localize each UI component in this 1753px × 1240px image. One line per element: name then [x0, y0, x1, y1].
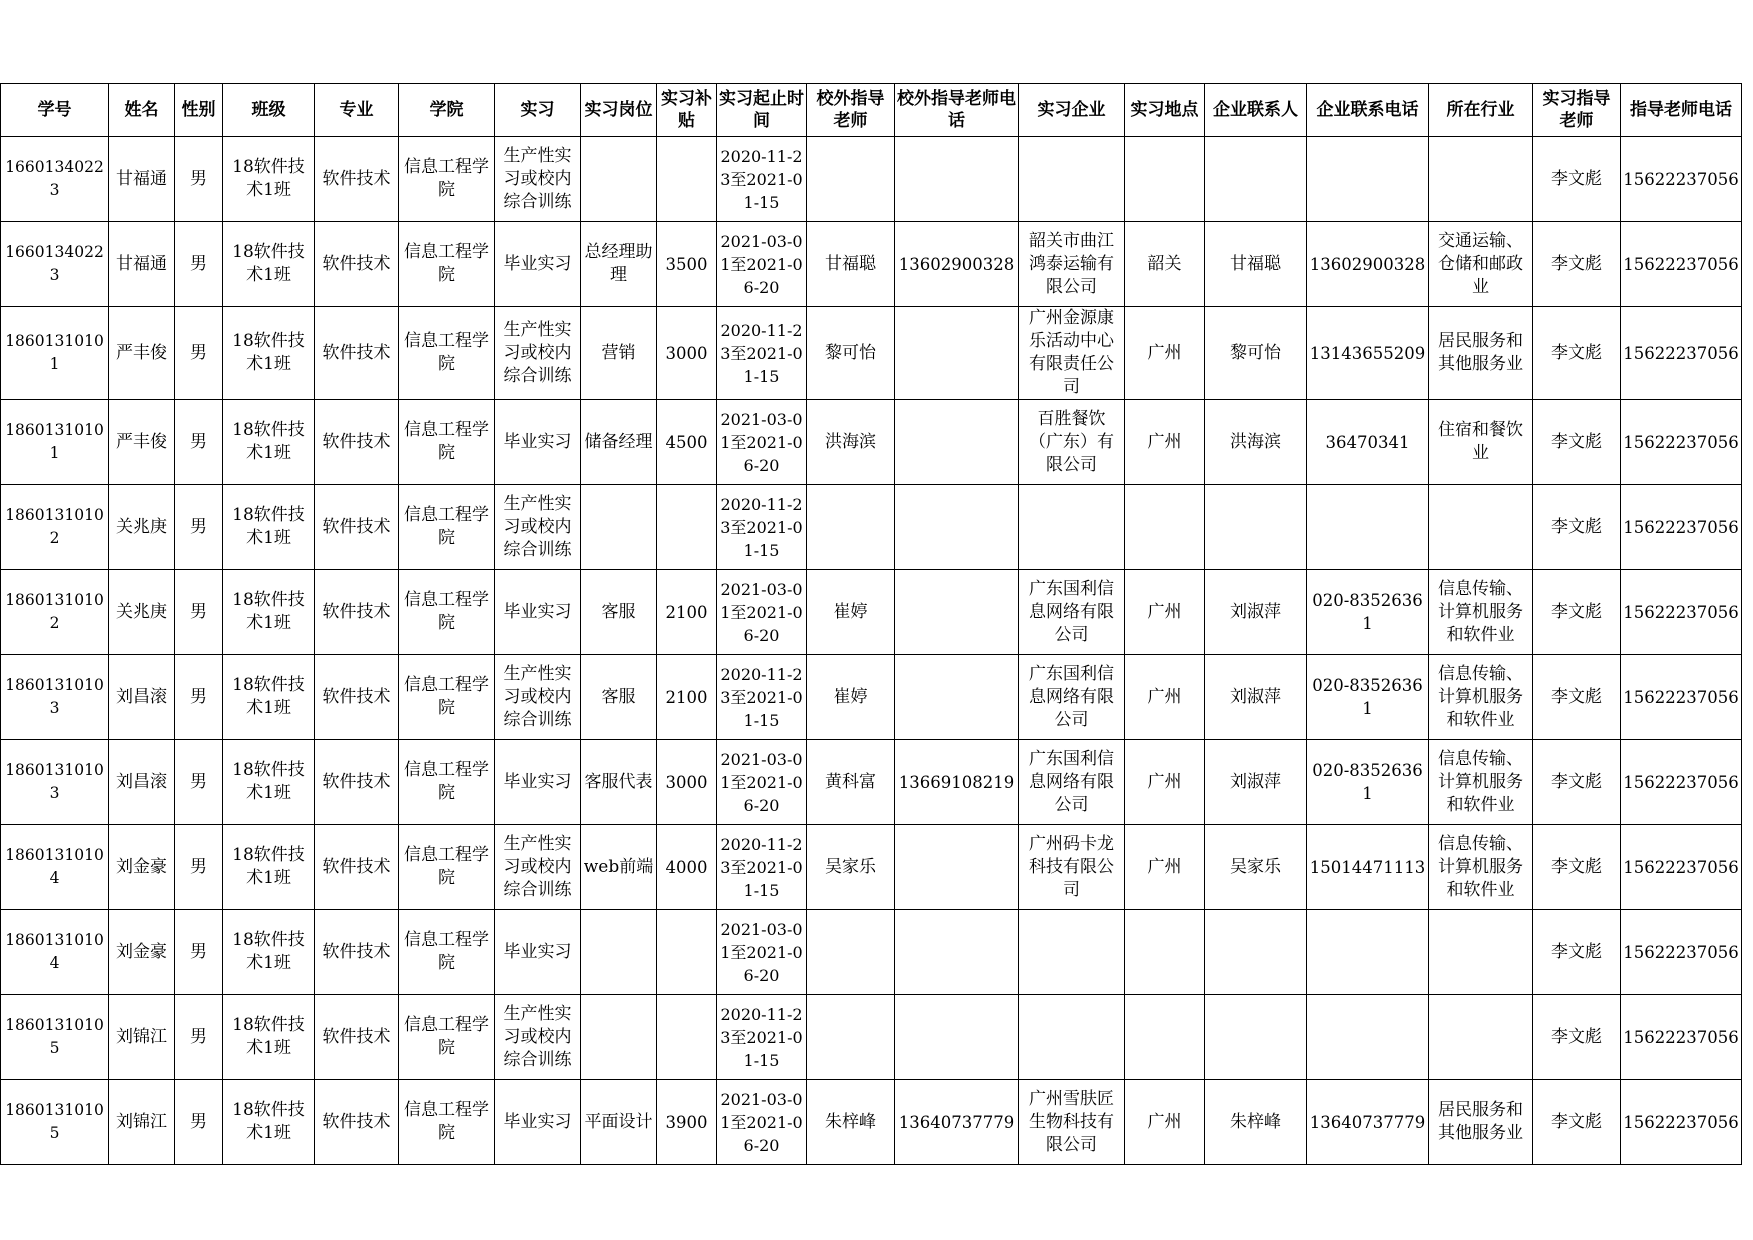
cell-company: 广东国利信息网络有限公司 — [1019, 740, 1125, 825]
cell-subsidy: 3900 — [657, 1080, 717, 1165]
cell-industry: 信息传输、计算机服务和软件业 — [1429, 570, 1533, 655]
cell-student-id: 18601310101 — [1, 400, 109, 485]
cell-company-phone: 13143655209 — [1307, 307, 1429, 400]
cell-college: 信息工程学院 — [399, 307, 495, 400]
cell-subsidy: 2100 — [657, 570, 717, 655]
cell-company — [1019, 995, 1125, 1080]
period-text: 2021-03-01至2021-06-20 — [720, 231, 803, 297]
cell-location: 广州 — [1125, 740, 1205, 825]
period-text: 2021-03-01至2021-06-20 — [720, 409, 803, 475]
cell-company-contact — [1205, 910, 1307, 995]
cell-position: 客服 — [581, 570, 657, 655]
period-text: 2020-11-23至2021-01-15 — [720, 494, 803, 560]
header-class: 班级 — [223, 84, 315, 137]
cell-advisor-phone: 15622237056 — [1621, 485, 1742, 570]
header-position: 实习岗位 — [581, 84, 657, 137]
cell-class: 18软件技术1班 — [223, 655, 315, 740]
cell-company-contact: 刘淑萍 — [1205, 570, 1307, 655]
cell-external-advisor: 黎可怡 — [807, 307, 895, 400]
cell-advisor: 李文彪 — [1533, 910, 1621, 995]
cell-advisor: 李文彪 — [1533, 137, 1621, 222]
period-text: 2020-11-23至2021-01-15 — [720, 1004, 803, 1070]
table-row — [1, 1080, 1742, 1165]
cell-subsidy: 3500 — [657, 222, 717, 307]
cell-advisor-phone: 15622237056 — [1621, 307, 1742, 400]
cell-college: 信息工程学院 — [399, 1080, 495, 1165]
cell-class: 18软件技术1班 — [223, 222, 315, 307]
cell-period — [717, 570, 807, 655]
period-text: 2021-03-01至2021-06-20 — [720, 749, 803, 815]
cell-external-advisor-phone — [895, 137, 1019, 222]
cell-external-advisor: 吴家乐 — [807, 825, 895, 910]
cell-location: 广州 — [1125, 655, 1205, 740]
cell-college: 信息工程学院 — [399, 400, 495, 485]
cell-advisor: 李文彪 — [1533, 307, 1621, 400]
cell-name: 严丰俊 — [109, 307, 175, 400]
cell-period — [717, 485, 807, 570]
cell-gender: 男 — [175, 570, 223, 655]
cell-company-contact: 刘淑萍 — [1205, 655, 1307, 740]
cell-college: 信息工程学院 — [399, 740, 495, 825]
cell-internship-type: 生产性实习或校内综合训练 — [495, 655, 581, 740]
cell-location — [1125, 485, 1205, 570]
header-internship-type: 实习 — [495, 84, 581, 137]
table-row — [1, 655, 1742, 740]
cell-internship-type: 毕业实习 — [495, 1080, 581, 1165]
cell-position — [581, 995, 657, 1080]
cell-external-advisor-phone — [895, 655, 1019, 740]
period-text: 2021-03-01至2021-06-20 — [720, 919, 803, 985]
cell-external-advisor-phone: 13640737779 — [895, 1080, 1019, 1165]
header-external-advisor-phone: 校外指导老师电话 — [895, 84, 1019, 137]
cell-company-phone: 13640737779 — [1307, 1080, 1429, 1165]
table-row — [1, 910, 1742, 995]
cell-location — [1125, 137, 1205, 222]
cell-location: 广州 — [1125, 400, 1205, 485]
cell-industry: 信息传输、计算机服务和软件业 — [1429, 740, 1533, 825]
cell-class: 18软件技术1班 — [223, 825, 315, 910]
header-major: 专业 — [315, 84, 399, 137]
cell-position: 储备经理 — [581, 400, 657, 485]
cell-position: 平面设计 — [581, 1080, 657, 1165]
cell-advisor-phone: 15622237056 — [1621, 222, 1742, 307]
cell-internship-type: 毕业实习 — [495, 740, 581, 825]
cell-major: 软件技术 — [315, 655, 399, 740]
cell-major: 软件技术 — [315, 995, 399, 1080]
header-student-id: 学号 — [1, 84, 109, 137]
cell-class: 18软件技术1班 — [223, 910, 315, 995]
cell-major: 软件技术 — [315, 1080, 399, 1165]
cell-college: 信息工程学院 — [399, 910, 495, 995]
cell-advisor-phone: 15622237056 — [1621, 1080, 1742, 1165]
cell-position: 客服 — [581, 655, 657, 740]
cell-location: 广州 — [1125, 570, 1205, 655]
period-text: 2020-11-23至2021-01-15 — [720, 146, 803, 212]
cell-internship-type: 毕业实习 — [495, 222, 581, 307]
cell-period — [717, 1080, 807, 1165]
cell-location — [1125, 995, 1205, 1080]
header-company: 实习企业 — [1019, 84, 1125, 137]
cell-company: 百胜餐饮（广东）有限公司 — [1019, 400, 1125, 485]
cell-position: 客服代表 — [581, 740, 657, 825]
header-company-phone: 企业联系电话 — [1307, 84, 1429, 137]
cell-company-contact — [1205, 485, 1307, 570]
cell-external-advisor-phone: 13602900328 — [895, 222, 1019, 307]
cell-company: 广州雪肤匠生物科技有限公司 — [1019, 1080, 1125, 1165]
cell-subsidy — [657, 137, 717, 222]
period-text: 2020-11-23至2021-01-15 — [720, 834, 803, 900]
cell-gender: 男 — [175, 1080, 223, 1165]
header-advisor-phone: 指导老师电话 — [1621, 84, 1742, 137]
table-row — [1, 995, 1742, 1080]
cell-student-id: 18601310104 — [1, 910, 109, 995]
cell-name: 刘金豪 — [109, 910, 175, 995]
cell-college: 信息工程学院 — [399, 570, 495, 655]
cell-major: 软件技术 — [315, 137, 399, 222]
cell-major: 软件技术 — [315, 307, 399, 400]
cell-external-advisor: 朱梓峰 — [807, 1080, 895, 1165]
cell-external-advisor: 甘福聪 — [807, 222, 895, 307]
cell-student-id: 18601310103 — [1, 655, 109, 740]
header-location: 实习地点 — [1125, 84, 1205, 137]
cell-gender: 男 — [175, 307, 223, 400]
cell-company — [1019, 485, 1125, 570]
cell-advisor: 李文彪 — [1533, 570, 1621, 655]
cell-internship-type: 毕业实习 — [495, 570, 581, 655]
header-external-advisor: 校外指导老师 — [807, 84, 895, 137]
cell-student-id: 18601310101 — [1, 307, 109, 400]
cell-major: 软件技术 — [315, 485, 399, 570]
cell-location: 广州 — [1125, 307, 1205, 400]
cell-location: 广州 — [1125, 825, 1205, 910]
cell-external-advisor — [807, 485, 895, 570]
cell-industry — [1429, 995, 1533, 1080]
cell-industry — [1429, 137, 1533, 222]
cell-company-contact: 洪海滨 — [1205, 400, 1307, 485]
cell-position — [581, 485, 657, 570]
cell-period — [717, 995, 807, 1080]
cell-advisor-phone: 15622237056 — [1621, 137, 1742, 222]
table-body — [1, 137, 1742, 1165]
cell-period — [717, 137, 807, 222]
cell-company-contact: 黎可怡 — [1205, 307, 1307, 400]
cell-industry: 信息传输、计算机服务和软件业 — [1429, 655, 1533, 740]
cell-period — [717, 222, 807, 307]
cell-industry — [1429, 485, 1533, 570]
period-text: 2021-03-01至2021-06-20 — [720, 579, 803, 645]
cell-company-phone — [1307, 137, 1429, 222]
cell-company-contact — [1205, 137, 1307, 222]
cell-company-contact: 吴家乐 — [1205, 825, 1307, 910]
cell-external-advisor-phone — [895, 485, 1019, 570]
cell-external-advisor — [807, 137, 895, 222]
cell-student-id: 18601310103 — [1, 740, 109, 825]
cell-industry: 信息传输、计算机服务和软件业 — [1429, 825, 1533, 910]
cell-gender: 男 — [175, 400, 223, 485]
cell-class: 18软件技术1班 — [223, 1080, 315, 1165]
cell-external-advisor-phone — [895, 910, 1019, 995]
cell-company — [1019, 137, 1125, 222]
cell-class: 18软件技术1班 — [223, 137, 315, 222]
cell-student-id: 18601310102 — [1, 485, 109, 570]
cell-company — [1019, 910, 1125, 995]
cell-external-advisor-phone: 13669108219 — [895, 740, 1019, 825]
cell-gender: 男 — [175, 485, 223, 570]
period-text: 2020-11-23至2021-01-15 — [720, 320, 803, 386]
cell-college: 信息工程学院 — [399, 995, 495, 1080]
cell-advisor-phone: 15622237056 — [1621, 995, 1742, 1080]
cell-position: 营销 — [581, 307, 657, 400]
cell-company-contact — [1205, 995, 1307, 1080]
cell-major: 软件技术 — [315, 570, 399, 655]
cell-subsidy: 3000 — [657, 307, 717, 400]
header-industry: 所在行业 — [1429, 84, 1533, 137]
cell-subsidy — [657, 995, 717, 1080]
cell-major: 软件技术 — [315, 740, 399, 825]
cell-company: 广州金源康乐活动中心有限责任公司 — [1019, 307, 1125, 400]
cell-advisor-phone: 15622237056 — [1621, 825, 1742, 910]
cell-advisor-phone: 15622237056 — [1621, 740, 1742, 825]
cell-industry: 居民服务和其他服务业 — [1429, 1080, 1533, 1165]
cell-external-advisor: 崔婷 — [807, 655, 895, 740]
cell-company-phone: 020-83526361 — [1307, 570, 1429, 655]
cell-industry: 住宿和餐饮业 — [1429, 400, 1533, 485]
cell-class: 18软件技术1班 — [223, 400, 315, 485]
cell-advisor-phone: 15622237056 — [1621, 655, 1742, 740]
cell-class: 18软件技术1班 — [223, 570, 315, 655]
cell-internship-type: 毕业实习 — [495, 400, 581, 485]
cell-name: 关兆庚 — [109, 570, 175, 655]
cell-location: 韶关 — [1125, 222, 1205, 307]
cell-external-advisor-phone — [895, 307, 1019, 400]
table-row — [1, 400, 1742, 485]
cell-college: 信息工程学院 — [399, 222, 495, 307]
cell-student-id: 18601310105 — [1, 995, 109, 1080]
cell-period — [717, 825, 807, 910]
cell-gender: 男 — [175, 910, 223, 995]
cell-company-contact: 甘福聪 — [1205, 222, 1307, 307]
cell-advisor: 李文彪 — [1533, 655, 1621, 740]
cell-external-advisor — [807, 910, 895, 995]
cell-gender: 男 — [175, 825, 223, 910]
header-subsidy: 实习补贴 — [657, 84, 717, 137]
cell-advisor: 李文彪 — [1533, 400, 1621, 485]
cell-advisor-phone: 15622237056 — [1621, 570, 1742, 655]
cell-major: 软件技术 — [315, 825, 399, 910]
cell-class: 18软件技术1班 — [223, 995, 315, 1080]
cell-company-phone — [1307, 485, 1429, 570]
cell-company-phone: 15014471113 — [1307, 825, 1429, 910]
cell-gender: 男 — [175, 740, 223, 825]
cell-subsidy: 2100 — [657, 655, 717, 740]
cell-major: 软件技术 — [315, 222, 399, 307]
cell-subsidy: 4500 — [657, 400, 717, 485]
cell-internship-type: 生产性实习或校内综合训练 — [495, 307, 581, 400]
cell-gender: 男 — [175, 137, 223, 222]
cell-college: 信息工程学院 — [399, 137, 495, 222]
cell-external-advisor — [807, 995, 895, 1080]
header-advisor: 实习指导老师 — [1533, 84, 1621, 137]
cell-advisor: 李文彪 — [1533, 222, 1621, 307]
cell-name: 刘昌滚 — [109, 740, 175, 825]
header-college: 学院 — [399, 84, 495, 137]
cell-name: 刘昌滚 — [109, 655, 175, 740]
period-text: 2021-03-01至2021-06-20 — [720, 1089, 803, 1155]
cell-subsidy: 4000 — [657, 825, 717, 910]
cell-external-advisor-phone — [895, 400, 1019, 485]
cell-advisor: 李文彪 — [1533, 995, 1621, 1080]
period-text: 2020-11-23至2021-01-15 — [720, 664, 803, 730]
cell-subsidy — [657, 910, 717, 995]
cell-student-id: 16601340223 — [1, 137, 109, 222]
header-company-contact: 企业联系人 — [1205, 84, 1307, 137]
cell-period — [717, 655, 807, 740]
internship-table — [0, 83, 1742, 1165]
cell-company: 广州码卡龙科技有限公司 — [1019, 825, 1125, 910]
cell-company: 韶关市曲江鸿泰运输有限公司 — [1019, 222, 1125, 307]
cell-position — [581, 910, 657, 995]
cell-company-phone — [1307, 995, 1429, 1080]
cell-class: 18软件技术1班 — [223, 307, 315, 400]
cell-class: 18软件技术1班 — [223, 485, 315, 570]
cell-gender: 男 — [175, 655, 223, 740]
cell-advisor: 李文彪 — [1533, 740, 1621, 825]
cell-major: 软件技术 — [315, 910, 399, 995]
table-row — [1, 485, 1742, 570]
header-name: 姓名 — [109, 84, 175, 137]
cell-student-id: 18601310105 — [1, 1080, 109, 1165]
cell-name: 关兆庚 — [109, 485, 175, 570]
cell-advisor-phone: 15622237056 — [1621, 910, 1742, 995]
table-row — [1, 570, 1742, 655]
cell-company-phone: 020-83526361 — [1307, 740, 1429, 825]
table-row — [1, 222, 1742, 307]
cell-position: 总经理助理 — [581, 222, 657, 307]
cell-class: 18软件技术1班 — [223, 740, 315, 825]
cell-external-advisor-phone — [895, 995, 1019, 1080]
cell-period — [717, 740, 807, 825]
cell-student-id: 16601340223 — [1, 222, 109, 307]
table-row — [1, 307, 1742, 400]
cell-period — [717, 910, 807, 995]
cell-external-advisor: 黄科富 — [807, 740, 895, 825]
cell-gender: 男 — [175, 222, 223, 307]
cell-gender: 男 — [175, 995, 223, 1080]
cell-period — [717, 400, 807, 485]
cell-external-advisor: 崔婷 — [807, 570, 895, 655]
cell-external-advisor-phone — [895, 570, 1019, 655]
cell-internship-type: 生产性实习或校内综合训练 — [495, 995, 581, 1080]
cell-period — [717, 307, 807, 400]
cell-advisor: 李文彪 — [1533, 485, 1621, 570]
header-period: 实习起止时间 — [717, 84, 807, 137]
cell-company-phone: 020-83526361 — [1307, 655, 1429, 740]
cell-external-advisor: 洪海滨 — [807, 400, 895, 485]
cell-student-id: 18601310104 — [1, 825, 109, 910]
table-row — [1, 137, 1742, 222]
cell-industry: 居民服务和其他服务业 — [1429, 307, 1533, 400]
cell-college: 信息工程学院 — [399, 825, 495, 910]
cell-internship-type: 生产性实习或校内综合训练 — [495, 137, 581, 222]
cell-subsidy: 3000 — [657, 740, 717, 825]
cell-subsidy — [657, 485, 717, 570]
header-gender: 性别 — [175, 84, 223, 137]
cell-name: 刘锦江 — [109, 1080, 175, 1165]
cell-company: 广东国利信息网络有限公司 — [1019, 655, 1125, 740]
cell-student-id: 18601310102 — [1, 570, 109, 655]
cell-company-phone — [1307, 910, 1429, 995]
cell-name: 刘金豪 — [109, 825, 175, 910]
cell-industry — [1429, 910, 1533, 995]
cell-company-phone: 36470341 — [1307, 400, 1429, 485]
cell-location — [1125, 910, 1205, 995]
cell-company-contact: 刘淑萍 — [1205, 740, 1307, 825]
cell-major: 软件技术 — [315, 400, 399, 485]
cell-name: 甘福通 — [109, 222, 175, 307]
cell-advisor: 李文彪 — [1533, 1080, 1621, 1165]
cell-advisor: 李文彪 — [1533, 825, 1621, 910]
cell-external-advisor-phone — [895, 825, 1019, 910]
cell-college: 信息工程学院 — [399, 485, 495, 570]
cell-location: 广州 — [1125, 1080, 1205, 1165]
table-row — [1, 740, 1742, 825]
cell-college: 信息工程学院 — [399, 655, 495, 740]
cell-internship-type: 毕业实习 — [495, 910, 581, 995]
cell-industry: 交通运输、仓储和邮政业 — [1429, 222, 1533, 307]
cell-company: 广东国利信息网络有限公司 — [1019, 570, 1125, 655]
cell-advisor-phone: 15622237056 — [1621, 400, 1742, 485]
header-row — [1, 84, 1742, 137]
cell-internship-type: 生产性实习或校内综合训练 — [495, 825, 581, 910]
table-row — [1, 825, 1742, 910]
cell-company-phone: 13602900328 — [1307, 222, 1429, 307]
cell-name: 刘锦江 — [109, 995, 175, 1080]
cell-company-contact: 朱梓峰 — [1205, 1080, 1307, 1165]
cell-internship-type: 生产性实习或校内综合训练 — [495, 485, 581, 570]
cell-name: 甘福通 — [109, 137, 175, 222]
cell-position — [581, 137, 657, 222]
cell-name: 严丰俊 — [109, 400, 175, 485]
cell-position: web前端 — [581, 825, 657, 910]
